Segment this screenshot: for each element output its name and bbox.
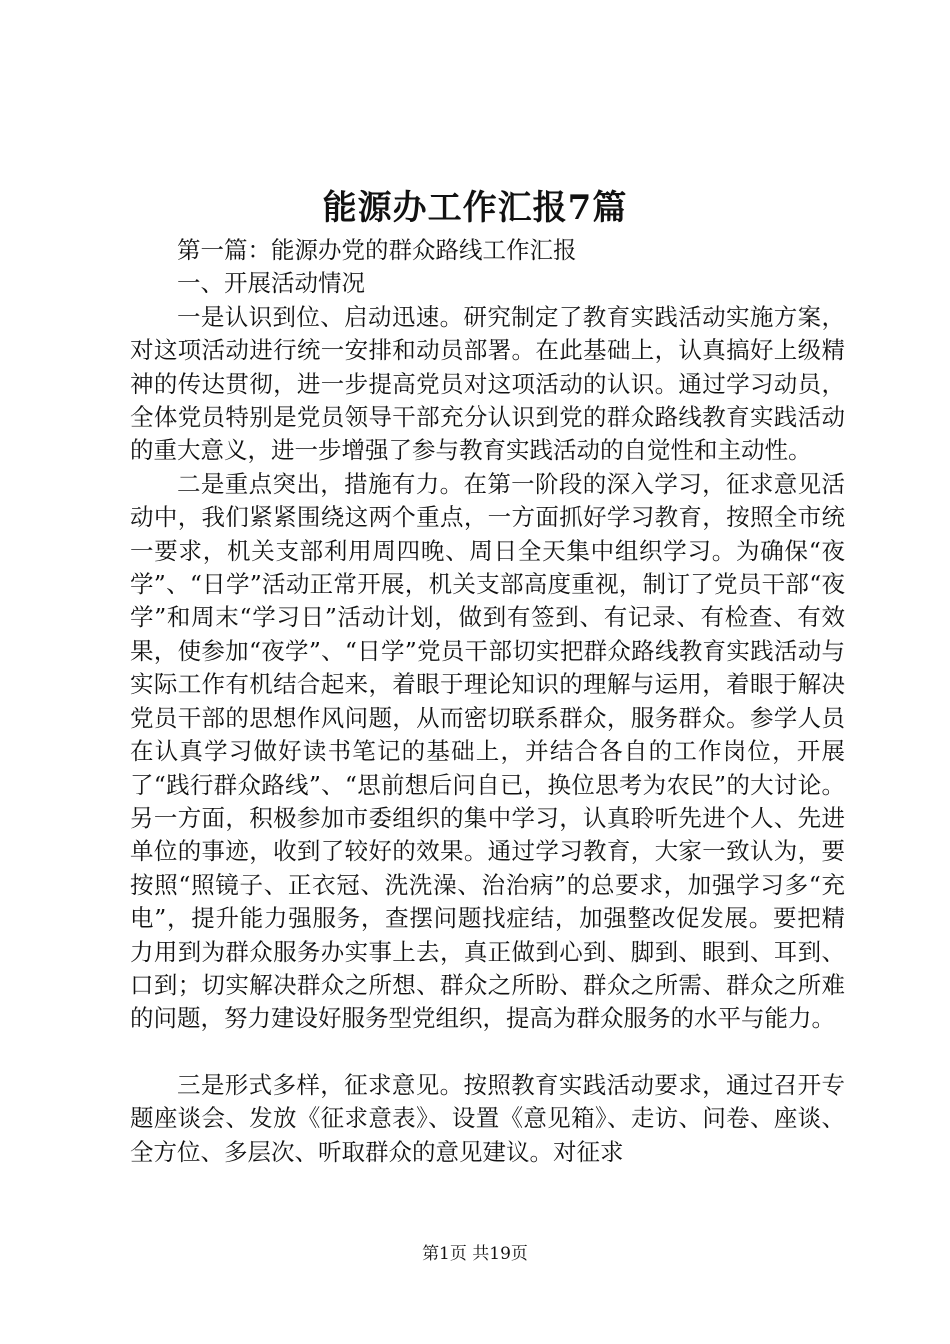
document-title: 能源办工作汇报7篇 — [322, 188, 628, 228]
subsection-heading: 一、开展活动情况 — [177, 269, 365, 298]
section-heading: 第一篇：能源办党的群众路线工作汇报 — [177, 236, 577, 264]
body-paragraph: 二是重点突出，措施有力。在第一阶段的深入学习，征求意见活动中，我们紧紧围绕这两个重点，一方面抓好学习教育，按照全市统一要求，机关支部利用周四晚、周日全天集中组织学习。为确保“夜学”、“日学”活动正常开展，机关支部高度重视，制订了党员干部“夜学”和周末“学习日”活动计划，做到有签到、有记录、有检查、有效果，使参加“夜学”、“日学”党员干部切实把群众路线教育实践活动与实际工作有机结合起来，着眼于理论知识的理解与运用，着眼于解决党员干部的思想作风问题，从而密切联系群众，服务群众。参学人员在认真学习做好读书笔记的基础上，并结合各自的工作岗位，开展了“践行群众路线”、“思前想后问自已，换位思考为农民”的大讨论。另一方面，积极参加市委组织的集中学习，认真聆听先进个人、先进单位的事迹，收到了较好的效果。通过学习教育，大家一致认为，要按照“照镜子、正衣冠、洗洗澡、治治病”的总要求，加强学习多“充电”，提升能力强服务，查摆问题找症结，加强整改促发展。要把精力用到为群众服务办实事上去，真正做到心到、脚到、眼到、耳到、口到；切实解决群众之所想、群众之所盼、群众之所需、群众之所难的问题，努力建设好服务型党组织，提高为群众服务的水平与能力。 — [130, 469, 845, 1033]
body-paragraph: 一是认识到位、启动迅速。研究制定了教育实践活动实施方案，对这项活动进行统一安排和动员部署。在此基础上，认真搞好上级精神的传达贯彻，进一步提高党员对这项活动的认识。通过学习动员，全体党员特别是党员领导干部充分认识到党的群众路线教育实践活动的重大意义，进一步增强了参与教育实践活动的自觉性和主动性。 — [130, 302, 845, 465]
body-paragraph: 三是形式多样，征求意见。按照教育实践活动要求，通过召开专题座谈会、发放《征求意表》、设置《意见箱》、走访、问卷、座谈、全方位、多层次、听取群众的意见建议。对征求 — [130, 1070, 845, 1166]
document-body — [130, 234, 845, 1169]
page-footer: 第1页 共19页 — [422, 1244, 528, 1264]
